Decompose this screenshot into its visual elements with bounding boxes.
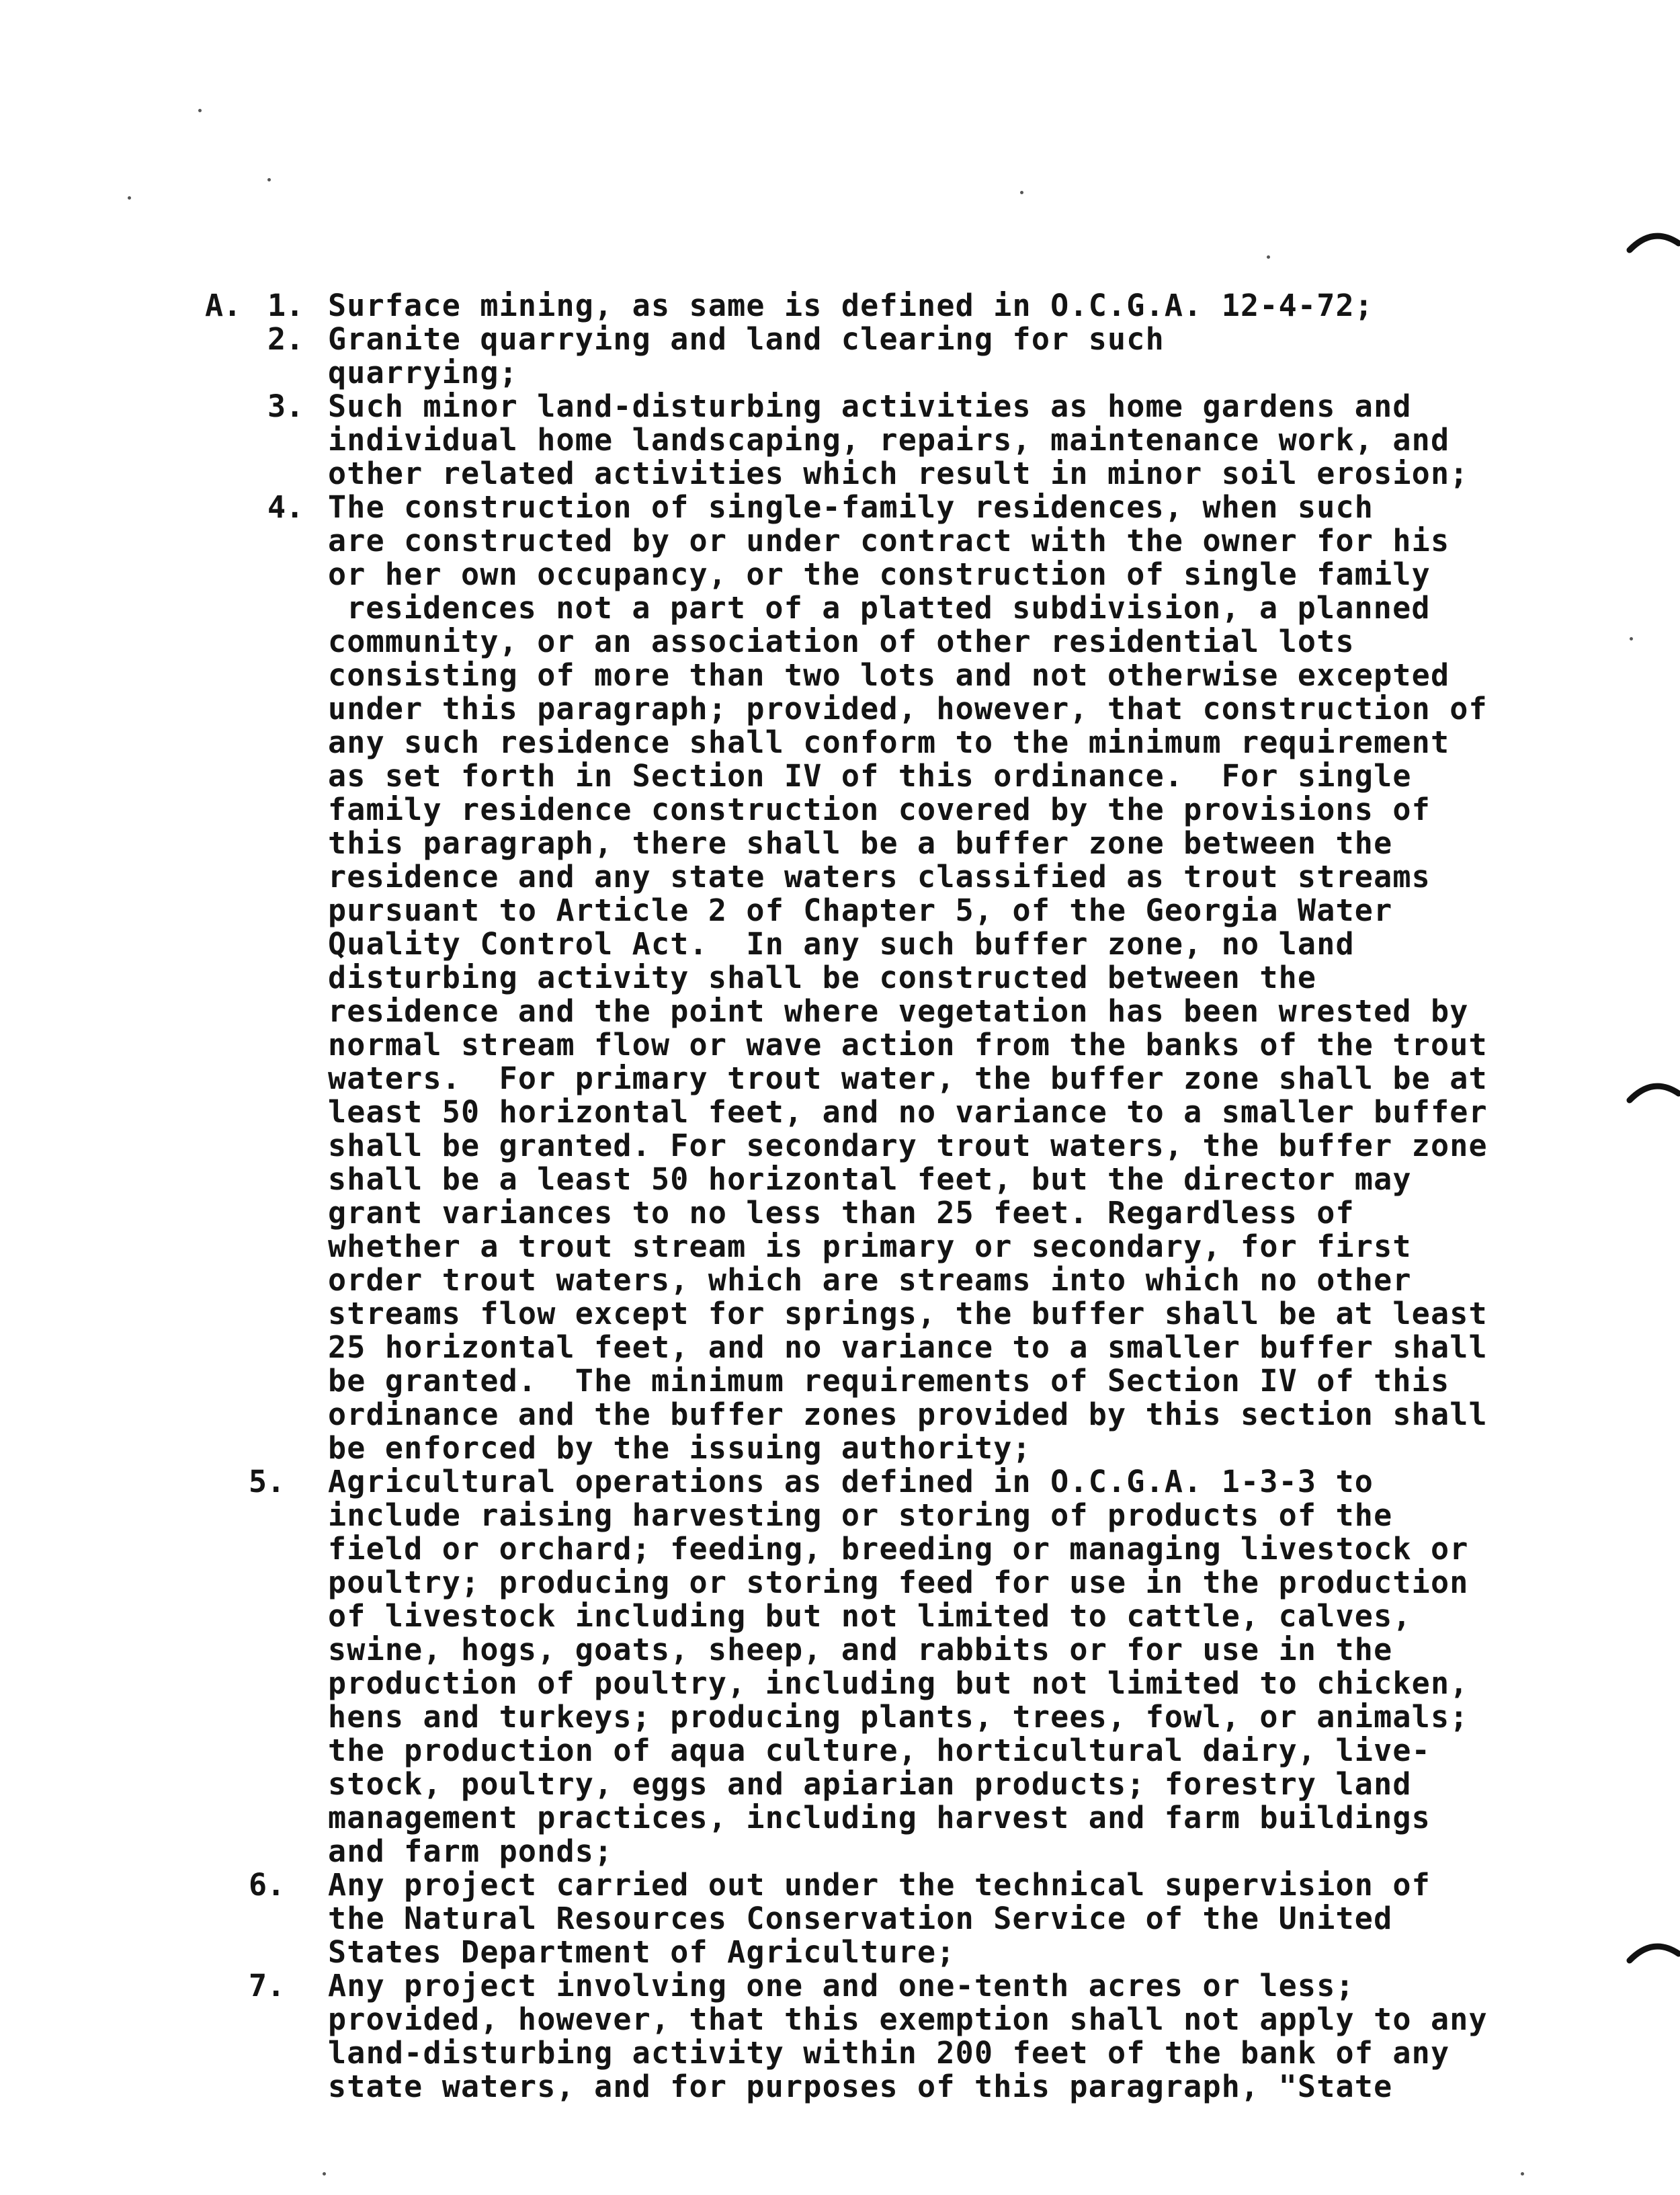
item-text-line: production of poultry, including but not limited to chicken, xyxy=(328,1665,1469,1701)
item-text-line: family residence construction covered by the provisions of xyxy=(328,792,1431,827)
item-text-line: are constructed by or under contract with the owner for his xyxy=(328,523,1450,558)
item-text-line: of livestock including but not limited to cattle, calves, xyxy=(328,1598,1412,1634)
item-text-line: normal stream flow or wave action from the banks of the trout xyxy=(328,1027,1488,1063)
item-text-line: Any project carried out under the technical supervision of xyxy=(328,1867,1431,1903)
item-number: 6. xyxy=(249,1867,286,1903)
item-text-line: be enforced by the issuing authority; xyxy=(328,1430,1032,1466)
item-text-line: any such residence shall conform to the minimum requirement xyxy=(328,724,1450,760)
item-text-line: and farm ponds; xyxy=(328,1833,614,1869)
item-text-line: whether a trout stream is primary or secondary, for first xyxy=(328,1229,1412,1264)
item-text-line: Surface mining, as same is defined in O.C.G.A. 12-4-72; xyxy=(328,288,1374,323)
list-item xyxy=(328,491,1488,1465)
item-text-line: swine, hogs, goats, sheep, and rabbits or for use in the xyxy=(328,1632,1393,1667)
item-text-line: field or orchard; feeding, breeding or managing livestock or xyxy=(328,1531,1469,1567)
item-text-line: the production of aqua culture, horticultural dairy, live- xyxy=(328,1733,1431,1768)
item-text-line: land-disturbing activity within 200 feet of the bank of any xyxy=(328,2035,1450,2071)
item-text-line: Any project involving one and one-tenth acres or less; xyxy=(328,1968,1355,2003)
scan-speck xyxy=(1521,2172,1524,2176)
item-text-line: ordinance and the buffer zones provided by this section shall xyxy=(328,1397,1488,1432)
scan-speck xyxy=(198,109,202,112)
item-number: 1. xyxy=(267,288,304,323)
item-text-line: state waters, and for purposes of this paragraph, "State xyxy=(328,2069,1393,2104)
scan-speck xyxy=(1630,637,1633,640)
item-text-line: grant variances to no less than 25 feet. Regardless of xyxy=(328,1195,1355,1231)
item-text-line: Quality Control Act. In any such buffer zone, no land xyxy=(328,926,1355,962)
list-item xyxy=(328,390,1469,491)
section-letter: A. xyxy=(205,288,242,323)
list-item xyxy=(328,1465,1469,1868)
item-text-line: community, or an association of other residential lots xyxy=(328,624,1355,659)
item-text-line: stock, poultry, eggs and apiarian products; forestry land xyxy=(328,1766,1412,1802)
item-text-line: individual home landscaping, repairs, maintenance work, and xyxy=(328,422,1450,458)
item-number: 4. xyxy=(267,489,304,525)
scan-speck xyxy=(1267,255,1270,259)
item-text-line: the Natural Resources Conservation Service of the United xyxy=(328,1901,1393,1936)
item-text-line: Agricultural operations as defined in O.C.G.A. 1-3-3 to xyxy=(328,1464,1374,1499)
item-text-line: order trout waters, which are streams into which no other xyxy=(328,1262,1412,1298)
list-item xyxy=(328,1969,1488,2104)
list-item xyxy=(328,289,1374,323)
item-text-line: this paragraph, there shall be a buffer zone between the xyxy=(328,825,1393,861)
item-text-line: disturbing activity shall be constructed between the xyxy=(328,960,1317,995)
item-text-line: States Department of Agriculture; xyxy=(328,1934,956,1970)
list-item xyxy=(328,323,1165,390)
item-text-line: or her own occupancy, or the construction of single family xyxy=(328,556,1431,592)
item-text-line: The construction of single-family residences, when such xyxy=(328,489,1374,525)
item-text-line: under this paragraph; provided, however, that construction of xyxy=(328,691,1488,727)
hole-punch-mark xyxy=(1626,229,1680,255)
item-text-line: provided, however, that this exemption shall not apply to any xyxy=(328,2001,1488,2037)
item-text-line: hens and turkeys; producing plants, trees, fowl, or animals; xyxy=(328,1699,1469,1735)
item-text-line: poultry; producing or storing feed for use in the production xyxy=(328,1565,1469,1600)
item-text-line: as set forth in Section IV of this ordinance. For single xyxy=(328,758,1412,794)
item-text-line: 25 horizontal feet, and no variance to a smaller buffer shall xyxy=(328,1329,1488,1365)
item-text-line: residence and the point where vegetation has been wrested by xyxy=(328,993,1469,1029)
item-text-line: management practices, including harvest and farm buildings xyxy=(328,1800,1431,1835)
item-number: 7. xyxy=(249,1968,286,2003)
scan-speck xyxy=(1020,191,1023,194)
item-number: 3. xyxy=(267,388,304,424)
item-text-line: pursuant to Article 2 of Chapter 5, of the Georgia Water xyxy=(328,893,1393,928)
scan-speck xyxy=(128,196,131,200)
item-text-line: Granite quarrying and land clearing for such xyxy=(328,321,1165,357)
item-number: 5. xyxy=(249,1464,286,1499)
item-text-line: streams flow except for springs, the buffer shall be at least xyxy=(328,1296,1488,1331)
item-text-line: residence and any state waters classified as trout streams xyxy=(328,859,1431,895)
item-text-line: consisting of more than two lots and not otherwise excepted xyxy=(328,657,1450,693)
item-text-line: waters. For primary trout water, the buffer zone shall be at xyxy=(328,1061,1488,1096)
item-text-line: residences not a part of a platted subdivision, a planned xyxy=(347,590,1431,626)
scan-speck xyxy=(323,2172,326,2176)
scan-speck xyxy=(267,178,271,181)
item-text-line: other related activities which result in minor soil erosion; xyxy=(328,456,1469,491)
item-text-line: quarrying; xyxy=(328,355,518,390)
item-text-line: least 50 horizontal feet, and no variance to a smaller buffer xyxy=(328,1094,1488,1130)
item-text-line: Such minor land-disturbing activities as home gardens and xyxy=(328,388,1412,424)
item-number: 2. xyxy=(267,321,304,357)
item-text-line: be granted. The minimum requirements of Section IV of this xyxy=(328,1363,1450,1399)
list-item xyxy=(328,1868,1431,1969)
hole-punch-mark xyxy=(1626,1079,1680,1106)
item-text-line: include raising harvesting or storing of products of the xyxy=(328,1497,1393,1533)
hole-punch-mark xyxy=(1626,1939,1680,1966)
item-text-line: shall be a least 50 horizontal feet, but the director may xyxy=(328,1161,1412,1197)
item-text-line: shall be granted. For secondary trout waters, the buffer zone xyxy=(328,1128,1488,1163)
